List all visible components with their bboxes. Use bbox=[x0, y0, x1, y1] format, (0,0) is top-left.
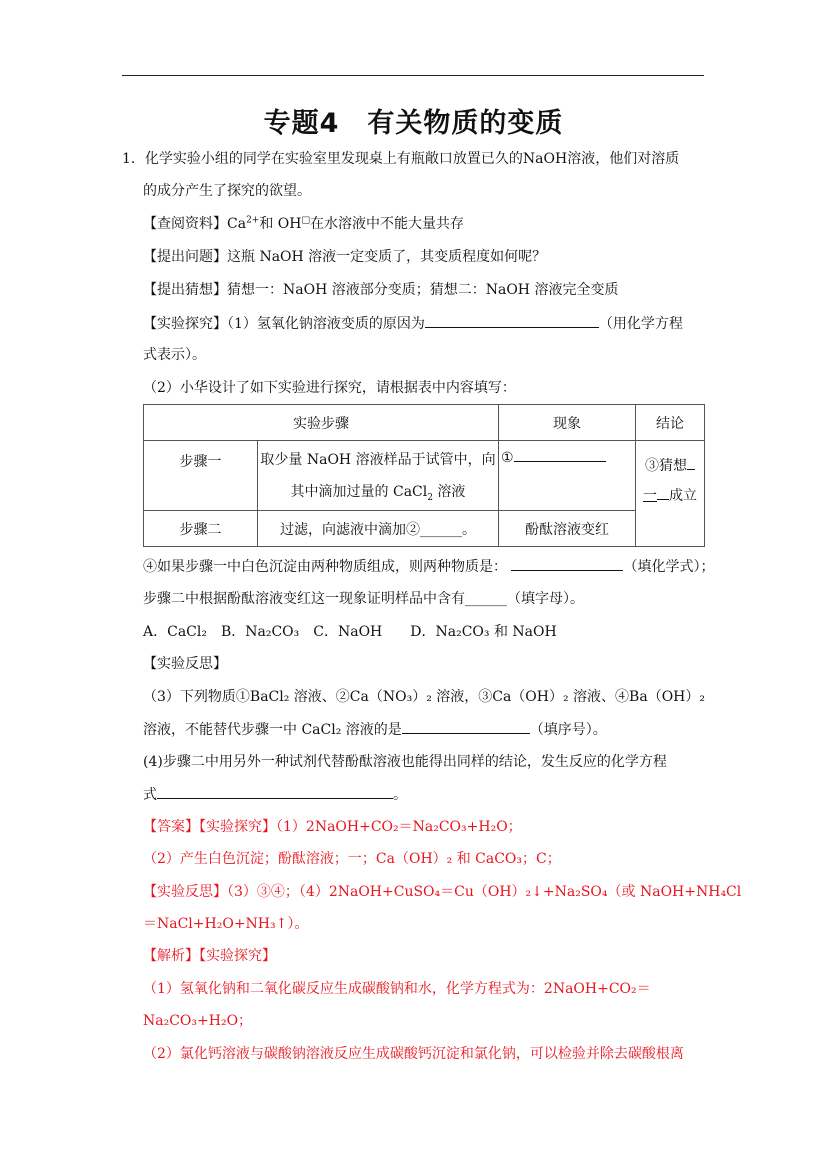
step2-phenomenon: 酚酞溶液变红 bbox=[499, 511, 636, 547]
table-row-step2 bbox=[144, 511, 705, 547]
page-title: 专题4 有关物质的变质 bbox=[263, 108, 564, 139]
info-line: 【查阅资料】$Ca^{2+}$和 OH□在水溶液中不能大量共存 bbox=[143, 215, 464, 232]
explore-line3: （2）小华设计了如下实验进行探究，请根据表中内容填写： bbox=[143, 380, 516, 396]
table-header-row bbox=[144, 405, 705, 441]
q1-intro-line2: 的成分产生了探究的欲望。 bbox=[143, 183, 311, 199]
step1-phenomenon: ① bbox=[499, 441, 636, 511]
answer-blank bbox=[425, 313, 599, 328]
analysis-heading: 【解析】【实验探究】 bbox=[143, 948, 276, 964]
step1-label: 步骤一 bbox=[144, 441, 258, 511]
q4-line1: ④如果步骤一中白色沉淀由两种物质组成，则两种物质是： （填化学式）； bbox=[143, 556, 714, 577]
guess-line: 【提出猜想】猜想一：NaOH 溶液部分变质；猜想二：NaOH 溶液完全变质 bbox=[143, 282, 619, 298]
q4-line2: 步骤二中根据酚酞溶液变红这一现象证明样品中含有______（填字母）。 bbox=[143, 591, 584, 607]
q4b-line2: 式 。 bbox=[143, 784, 407, 805]
q4b-line1: (4)步骤二中用另外一种试剂代替酚酞溶液也能得出同样的结论，发生反应的化学方程 bbox=[143, 754, 667, 770]
question-line: 【提出问题】这瓶 NaOH 溶液一定变质了，其变质程度如何呢？ bbox=[143, 249, 547, 265]
answer-line2: （2）产生白色沉淀；酚酞溶液；一；Ca（OH）₂ 和 CaCO₃；C； bbox=[143, 851, 561, 867]
analysis-line2: Na₂CO₃+H₂O； bbox=[143, 1013, 253, 1029]
analysis-line3: （2）氯化钙溶液与碳酸钠溶液反应生成碳酸钙沉淀和氯化钠，可以检验并除去碳酸根离 bbox=[143, 1046, 684, 1062]
step1-operation: 取少量 NaOH 溶液样品于试管中，向 其中滴加过量的 CaCl$_2$ 溶液 bbox=[258, 441, 499, 511]
explore-line2: 式表示）。 bbox=[143, 347, 206, 363]
header-steps: 实验步骤 bbox=[144, 405, 499, 441]
reflect-line: 【实验反思】 bbox=[143, 656, 227, 672]
table-row-step1 bbox=[144, 441, 705, 511]
q3-line1: （3）下列物质①BaCl₂ 溶液、②Ca（NO₃）₂ 溶液，③Ca（OH）₂ 溶液、④Ba（OH）₂ bbox=[143, 689, 705, 705]
explore-line1: 【实验探究】（1）氢氧化钠溶液变质的原因为 （用化学方程 bbox=[143, 313, 683, 334]
experiment-table bbox=[143, 404, 705, 547]
header-conclusion: 结论 bbox=[636, 405, 705, 441]
header-phenomenon: 现象 bbox=[499, 405, 636, 441]
analysis-line1: （1）氢氧化钠和二氧化碳反应生成碳酸钠和水，化学方程式为：2NaOH+CO₂＝ bbox=[143, 981, 651, 997]
q3-line2: 溶液，不能替代步骤一中 CaCl₂ 溶液的是 （填序号）。 bbox=[143, 719, 607, 740]
phenomenon-blank bbox=[514, 447, 606, 462]
q1-intro-line1: 1．化学实验小组的同学在实验室里发现桌上有瓶敞口放置已久的NaOH溶液，他们对溶质 bbox=[122, 151, 680, 167]
step2-label: 步骤二 bbox=[144, 511, 258, 547]
conclusion-cell: ③猜想 一 成立 bbox=[636, 441, 705, 547]
answer-line1: 【答案】【实验探究】（1）2NaOH+CO₂＝Na₂CO₃+H₂O； bbox=[143, 819, 522, 835]
answer-line3: 【实验反思】（3）③④；（4）2NaOH+CuSO₄＝Cu（OH）₂↓+Na₂SO₄（或 NaOH+NH₄Cl bbox=[143, 884, 742, 900]
step2-operation: 过滤，向滤液中滴加②______。 bbox=[258, 511, 499, 547]
options-line: A．CaCl₂ B．Na₂CO₃ C．NaOH D．Na₂CO₃ 和 NaOH bbox=[143, 624, 557, 640]
header-rule bbox=[122, 75, 704, 76]
answer-line4: ＝NaCl+H₂O+NH₃↑）。 bbox=[143, 916, 309, 932]
